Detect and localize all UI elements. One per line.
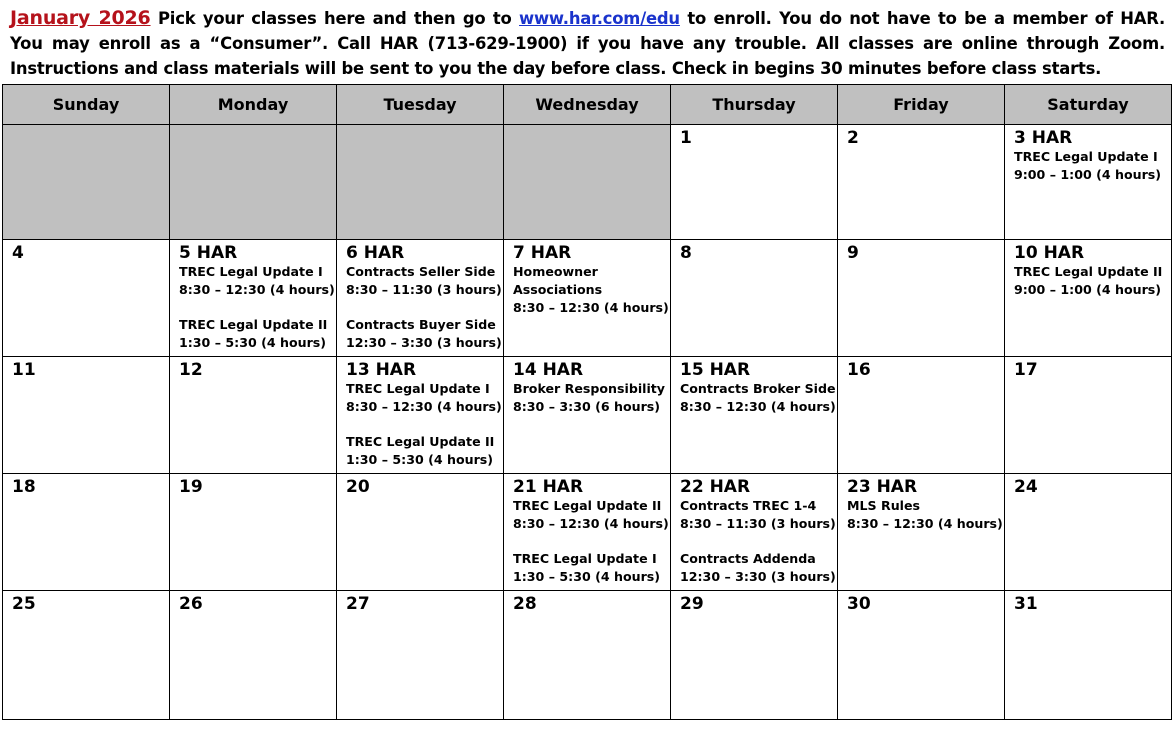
day-cell xyxy=(1005,591,1172,720)
class-title: TREC Legal Update I xyxy=(513,551,657,566)
day-number: 30 xyxy=(847,594,871,614)
class-time: 8:30 – 12:30 (4 hours) xyxy=(680,399,836,414)
day-number: 11 xyxy=(12,360,36,380)
day-number: 16 xyxy=(847,360,871,380)
day-number: 23 HAR xyxy=(847,477,918,497)
header-line-3: Instructions and class materials will be sent to you the day before class. Check in begins 30 minutes before class starts. xyxy=(10,59,1102,78)
class-entry xyxy=(1014,148,1167,184)
day-number: 19 xyxy=(179,477,203,497)
header-line-2: You may enroll as a “Consumer”. Call HAR (713-629-1900) if you have any trouble. All classes are online through Zoom. xyxy=(10,34,1165,53)
day-number: 3 HAR xyxy=(1014,128,1073,148)
month-title: January 2026 xyxy=(10,7,151,29)
class-entry xyxy=(346,433,499,469)
day-cell xyxy=(170,591,337,720)
class-entry xyxy=(1014,263,1167,299)
day-cell xyxy=(337,357,504,474)
day-cell xyxy=(170,240,337,357)
day-cell xyxy=(1005,474,1172,591)
day-cell xyxy=(504,474,671,591)
class-entry xyxy=(513,380,666,416)
weekday-sunday: Sunday xyxy=(3,85,170,125)
page-header xyxy=(10,6,1165,81)
day-number: 31 xyxy=(1014,594,1038,614)
class-title: Contracts TREC 1-4 xyxy=(680,498,817,513)
class-time: 8:30 – 12:30 (4 hours) xyxy=(179,282,335,297)
day-cell xyxy=(671,591,838,720)
day-cell xyxy=(504,357,671,474)
day-cell xyxy=(838,357,1005,474)
day-cell xyxy=(337,474,504,591)
day-number: 27 xyxy=(346,594,370,614)
class-entry xyxy=(346,380,502,416)
day-cell xyxy=(170,357,337,474)
class-time: 9:00 – 1:00 (4 hours) xyxy=(1014,282,1162,297)
class-title: Contracts Buyer Side xyxy=(346,317,496,332)
class-time: 8:30 – 12:30 (4 hours) xyxy=(847,516,1003,531)
day-cell xyxy=(838,240,1005,357)
class-title-continued: Associations xyxy=(513,282,603,297)
day-cell xyxy=(1005,357,1172,474)
class-title: TREC Legal Update II xyxy=(513,498,662,513)
day-cell xyxy=(337,591,504,720)
day-number: 9 xyxy=(847,243,859,263)
class-title: TREC Legal Update II xyxy=(179,317,328,332)
class-title: TREC Legal Update II xyxy=(1014,264,1163,279)
day-cell xyxy=(3,240,170,357)
weekday-friday: Friday xyxy=(838,85,1005,125)
day-cell xyxy=(504,240,671,357)
class-entry xyxy=(513,497,669,533)
class-title: TREC Legal Update I xyxy=(179,264,323,279)
class-entry xyxy=(179,316,332,352)
day-cell xyxy=(671,240,838,357)
empty-day-cell xyxy=(170,125,337,240)
header-text-enroll: to enroll. You do not have to be a member of HAR. xyxy=(687,9,1165,28)
header-text-intro: Pick your classes here and then go to xyxy=(157,9,512,28)
har-edu-link[interactable]: www.har.com/edu xyxy=(519,9,680,28)
weekday-monday: Monday xyxy=(170,85,337,125)
header-line-1 xyxy=(10,6,1165,31)
day-cell xyxy=(3,474,170,591)
weekday-header-row xyxy=(3,85,1172,125)
day-number: 2 xyxy=(847,128,859,148)
day-number: 8 xyxy=(680,243,692,263)
class-entry xyxy=(346,263,502,299)
day-number: 6 HAR xyxy=(346,243,405,263)
day-number: 24 xyxy=(1014,477,1038,497)
class-entry xyxy=(847,497,1003,533)
weekday-thursday: Thursday xyxy=(671,85,838,125)
class-time: 8:30 – 11:30 (3 hours) xyxy=(346,282,502,297)
weekday-tuesday: Tuesday xyxy=(337,85,504,125)
class-title: TREC Legal Update I xyxy=(1014,149,1158,164)
day-cell xyxy=(3,357,170,474)
class-time: 8:30 – 12:30 (4 hours) xyxy=(346,399,502,414)
day-number: 25 xyxy=(12,594,36,614)
day-number: 21 HAR xyxy=(513,477,584,497)
day-number: 29 xyxy=(680,594,704,614)
day-number: 28 xyxy=(513,594,537,614)
day-cell xyxy=(838,125,1005,240)
week-row xyxy=(3,591,1172,720)
day-number: 1 xyxy=(680,128,692,148)
class-entry xyxy=(179,263,335,299)
day-number: 17 xyxy=(1014,360,1038,380)
day-cell xyxy=(671,357,838,474)
day-number: 5 HAR xyxy=(179,243,238,263)
week-row xyxy=(3,357,1172,474)
day-number: 18 xyxy=(12,477,36,497)
day-cell xyxy=(3,591,170,720)
day-number: 13 HAR xyxy=(346,360,417,380)
day-number: 10 HAR xyxy=(1014,243,1085,263)
day-cell xyxy=(671,125,838,240)
class-entry xyxy=(680,380,836,416)
class-time: 12:30 – 3:30 (3 hours) xyxy=(346,335,502,350)
class-entry xyxy=(680,550,836,586)
class-title: TREC Legal Update I xyxy=(346,381,490,396)
day-cell xyxy=(337,240,504,357)
class-title: Contracts Addenda xyxy=(680,551,816,566)
class-time: 8:30 – 12:30 (4 hours) xyxy=(513,516,669,531)
day-number: 4 xyxy=(12,243,24,263)
class-entry xyxy=(513,550,666,586)
empty-day-cell xyxy=(504,125,671,240)
empty-day-cell xyxy=(3,125,170,240)
day-cell xyxy=(170,474,337,591)
day-cell xyxy=(838,591,1005,720)
calendar-body xyxy=(3,125,1172,720)
weekday-wednesday: Wednesday xyxy=(504,85,671,125)
class-time: 8:30 – 11:30 (3 hours) xyxy=(680,516,836,531)
class-time: 12:30 – 3:30 (3 hours) xyxy=(680,569,836,584)
class-title: TREC Legal Update II xyxy=(346,434,495,449)
week-row xyxy=(3,240,1172,357)
class-time: 1:30 – 5:30 (4 hours) xyxy=(179,335,327,350)
day-number: 14 HAR xyxy=(513,360,584,380)
day-cell xyxy=(1005,240,1172,357)
class-title: Broker Responsibility xyxy=(513,381,666,396)
day-cell xyxy=(504,591,671,720)
class-title: Contracts Seller Side xyxy=(346,264,496,279)
day-cell xyxy=(1005,125,1172,240)
day-number: 20 xyxy=(346,477,370,497)
day-cell xyxy=(671,474,838,591)
class-time: 8:30 – 12:30 (4 hours) xyxy=(513,300,669,315)
class-entry xyxy=(346,316,502,352)
class-time: 1:30 – 5:30 (4 hours) xyxy=(346,452,494,467)
class-entry xyxy=(680,497,836,533)
day-number: 7 HAR xyxy=(513,243,572,263)
weekday-saturday: Saturday xyxy=(1005,85,1172,125)
day-number: 15 HAR xyxy=(680,360,751,380)
day-number: 22 HAR xyxy=(680,477,751,497)
class-title: Homeowner xyxy=(513,264,598,279)
empty-day-cell xyxy=(337,125,504,240)
class-entry xyxy=(513,263,669,317)
class-time: 8:30 – 3:30 (6 hours) xyxy=(513,399,661,414)
class-title: MLS Rules xyxy=(847,498,921,513)
class-time: 1:30 – 5:30 (4 hours) xyxy=(513,569,661,584)
day-cell xyxy=(838,474,1005,591)
day-number: 26 xyxy=(179,594,203,614)
day-number: 12 xyxy=(179,360,203,380)
class-time: 9:00 – 1:00 (4 hours) xyxy=(1014,167,1162,182)
class-title: Contracts Broker Side xyxy=(680,381,836,396)
calendar-grid xyxy=(2,84,1172,720)
week-row xyxy=(3,474,1172,591)
week-row xyxy=(3,125,1172,240)
